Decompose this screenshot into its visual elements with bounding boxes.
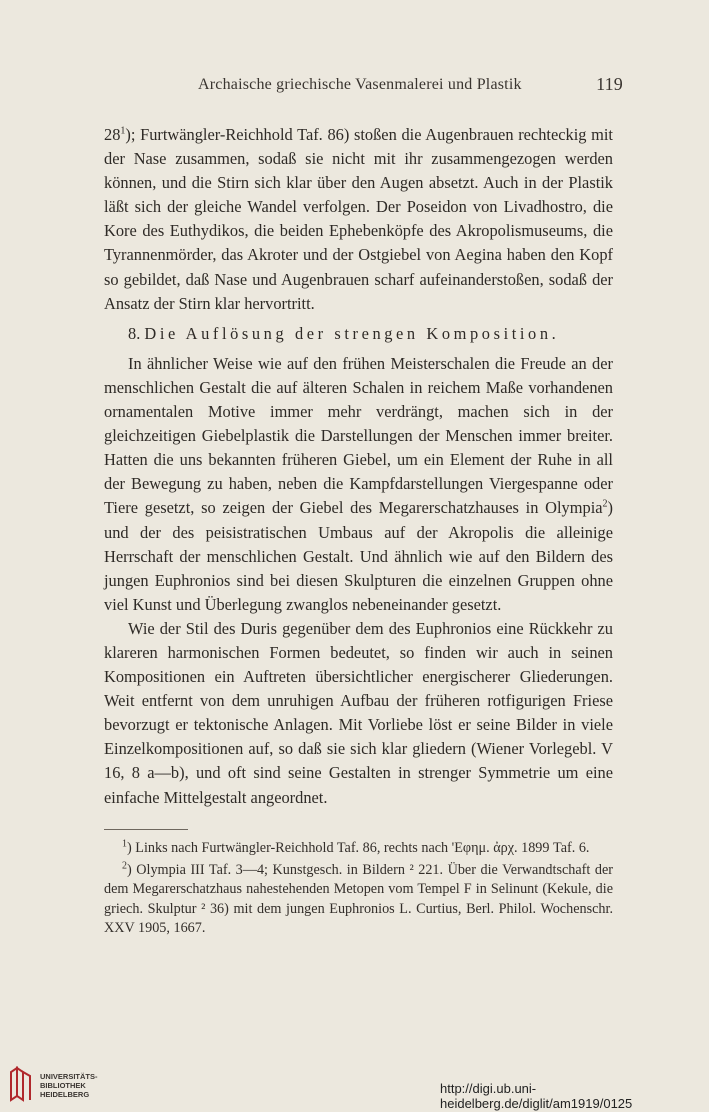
section-title: Die Auflösung der strengen Komposition. bbox=[144, 323, 560, 343]
footnotes bbox=[104, 839, 613, 938]
section-heading bbox=[104, 322, 613, 346]
main-text bbox=[104, 123, 613, 810]
logo-line: UNIVERSITÄTS- bbox=[40, 1072, 98, 1081]
logo-line: HEIDELBERG bbox=[40, 1090, 90, 1099]
footnote-ref-2[interactable]: 2 bbox=[602, 498, 608, 510]
paragraph bbox=[104, 352, 613, 617]
paragraph-continuation bbox=[104, 123, 613, 316]
page-number: 119 bbox=[596, 74, 623, 94]
logo-line: BIBLIOTHEK bbox=[40, 1081, 86, 1090]
footnote-2 bbox=[104, 861, 613, 938]
footnote-divider bbox=[104, 829, 188, 830]
paragraph-text: Wie der Stil des Duris gegenüber dem des Euphronios eine Rückkehr zu klareren harmonischen Formen bedeutet, so finden wir auch in seinen Kompositionen ein Auftreten übersichtlicher energischerer Gliederungen. Weit entfernt von dem unruhigen Aufbau der früheren rotfigurigen Friese bevorzugt er tektonische Anlagen. Mit Vorliebe löst er seine Bilder in viele Einzelkompositionen auf, so daß sie sich klar gliedern (Wiener Vorlegebl. V 16, 8 a—b), und oft sind seine Gestalten in strenger Symmetrie um eine einfache Mittelgestalt angeordnet. bbox=[104, 618, 613, 807]
footnote-ref-1[interactable]: 1 bbox=[120, 125, 126, 137]
running-title: Archaische griechische Vasenmalerei und Plastik bbox=[198, 76, 522, 93]
footnote-mark: 1 bbox=[122, 838, 127, 850]
footnote-text: ) Olympia III Taf. 3—4; Kunstgesch. in Bildern ² 221. Über die Verwandtschaft der dem Megarerschatzhaus nahestehenden Metopen vom Tempel F in Selinunt (Kekule, die griech. Skulptur ² 36) mit dem jungen Euphronios L. Curtius, Berl. Philol. Wochenschr. XXV 1905, 1667. bbox=[104, 862, 613, 936]
footnote-mark: 2 bbox=[122, 860, 127, 872]
logo-text bbox=[40, 1072, 98, 1099]
paragraph-text: ) und der des peisistratischen Umbaus auf der Akropolis die alleinige Herrschaft der menschlichen Gestalt. Und ähnlich wie auf den Bildern des jungen Euphronios sind bei diesen Skulpturen die einzelnen Gruppen ohne viel Kunst und Überlegung zwanglos nebeneinander gesetzt. bbox=[104, 498, 613, 614]
page-ref: 28 bbox=[104, 125, 121, 144]
paragraph-text: In ähnlicher Weise wie auf den frühen Meisterschalen die Freude an der menschlichen Gestalt die auf älteren Schalen in reichem Maße vorhandenen ornamentalen Motive immer mehr verdrängt, machen sich in der gleichzeitigen Giebelplastik die Darstellungen der Menschen immer breiter. Hatten die uns bekannten früheren Giebel, um ein Element der Ruhe in all der Bewegung zu haben, neben die Kampfdarstellungen Viergespanne oder Tiere gesetzt, so zeigen der Giebel des Megarerschatzhauses in Olympia bbox=[104, 353, 613, 518]
footnote-text: ) Links nach Furtwängler-Reichhold Taf. 86, rechts nach 'Εφημ. ἀρχ. 1899 Taf. 6. bbox=[127, 840, 590, 856]
library-emblem-icon bbox=[8, 1066, 34, 1102]
paragraph-text: ); Furtwängler-Reichhold Taf. 86) stoßen die Augenbrauen rechteckig mit der Nase zusammen, sodaß sie nicht mit ihr zusammengezogen werden können, und die Stirn sich klar über den Augen absetzt. Auch in der Plastik läßt sich der gleiche Wandel verfolgen. Der Poseidon von Livadhostro, die Kore des Euthydikos, die beiden Ephebenköpfe des Akropolismuseums, die Tyrannenmörder, das Akroter und der Ostgiebel von Aegina haben den Kopf so gebildet, daß Nase und Augenbrauen scharf aufeinanderstoßen, sodaß der Ansatz der Stirn klar hervortritt. bbox=[104, 125, 613, 313]
source-url-link[interactable]: http://digi.ub.uni-heidelberg.de/diglit/am1919/0125 bbox=[440, 1081, 633, 1111]
paragraph bbox=[104, 617, 613, 810]
library-logo[interactable] bbox=[8, 1066, 108, 1106]
footnote-1 bbox=[104, 839, 613, 858]
section-number: 8. bbox=[128, 323, 141, 343]
